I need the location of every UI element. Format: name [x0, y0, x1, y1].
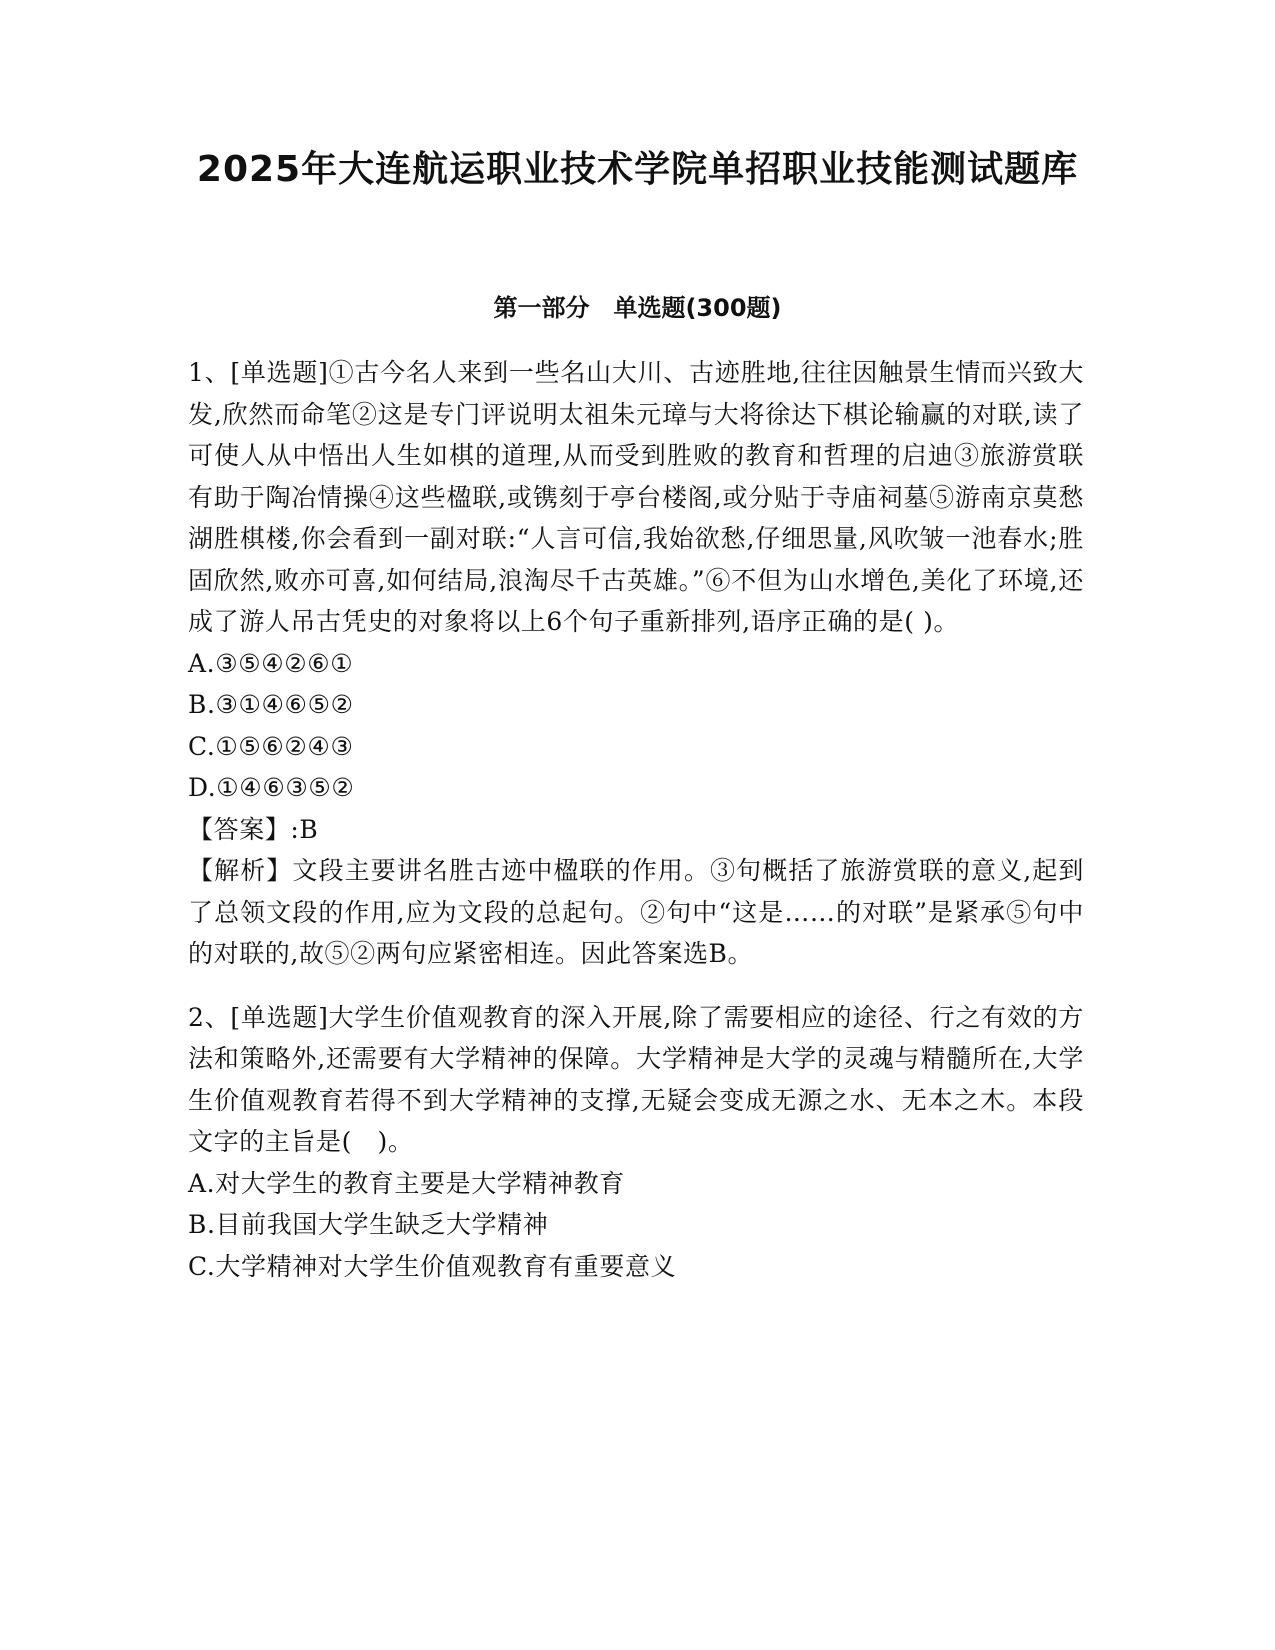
option-c: C.①⑤⑥②④③ — [188, 731, 354, 761]
option-b: B.③①④⑥⑤② — [188, 690, 354, 719]
question-list — [188, 352, 1084, 1287]
answer-line: 【答案】:B — [188, 814, 319, 844]
option-a: A.对大学生的教育主要是大学精神教育 — [188, 1168, 625, 1198]
analysis-text: 【解析】文段主要讲名胜古迹中楹联的作用。③句概括了旅游赏联的意义,起到了总领文段的作用,应为文段的总起句。②句中“这是……的对联”是紧承⑤句中的对联的,故⑤②两句应紧密相连。因此答案选B。 — [188, 856, 1084, 968]
option-a: A.③⑤④②⑥① — [188, 648, 354, 678]
question-stem: 1、[单选题]①古今名人来到一些名山大川、古迹胜地,往往因触景生情而兴致大发,欣然而命笔②这是专门评说明太祖朱元璋与大将徐达下棋论输赢的对联,读了可使人从中悟出人生如棋的道理,从而受到胜败的教育和哲理的启迪③旅游赏联有助于陶冶情操④这些楹联,或镌刻于亭台楼阁,或分贴于寺庙祠墓⑤游南京莫愁湖胜棋楼,你会看到一副对联:“人言可信,我始欲愁,仔细思量,风吹皱一池春水;胜固欣然,败亦可喜,如何结局,浪淘尽千古英雄。”⑥不但为山水增色,美化了环境,还成了游人吊古凭史的对象将以上6个句子重新排列,语序正确的是( )。 — [188, 358, 1084, 636]
question-1 — [188, 352, 1084, 975]
question-2 — [188, 997, 1084, 1288]
question-divider-space — [188, 975, 1084, 997]
option-c: C.大学精神对大学生价值观教育有重要意义 — [188, 1251, 677, 1281]
section-heading: 第一部分 单选题(300题) — [493, 294, 782, 322]
document-title: 2025年大连航运职业技术学院单招职业技能测试题库 — [196, 149, 1079, 190]
question-stem: 2、[单选题]大学生价值观教育的深入开展,除了需要相应的途径、行之有效的方法和策略外,还需要有大学精神的保障。大学精神是大学的灵魂与精髓所在,大学生价值观教育若得不到大学精神的支撑,无疑会变成无源之水、无本之木。本段文字的主旨是( )。 — [188, 1002, 1084, 1156]
option-d: D.①④⑥③⑤② — [188, 773, 355, 802]
option-b: B.目前我国大学生缺乏大学精神 — [188, 1210, 549, 1239]
